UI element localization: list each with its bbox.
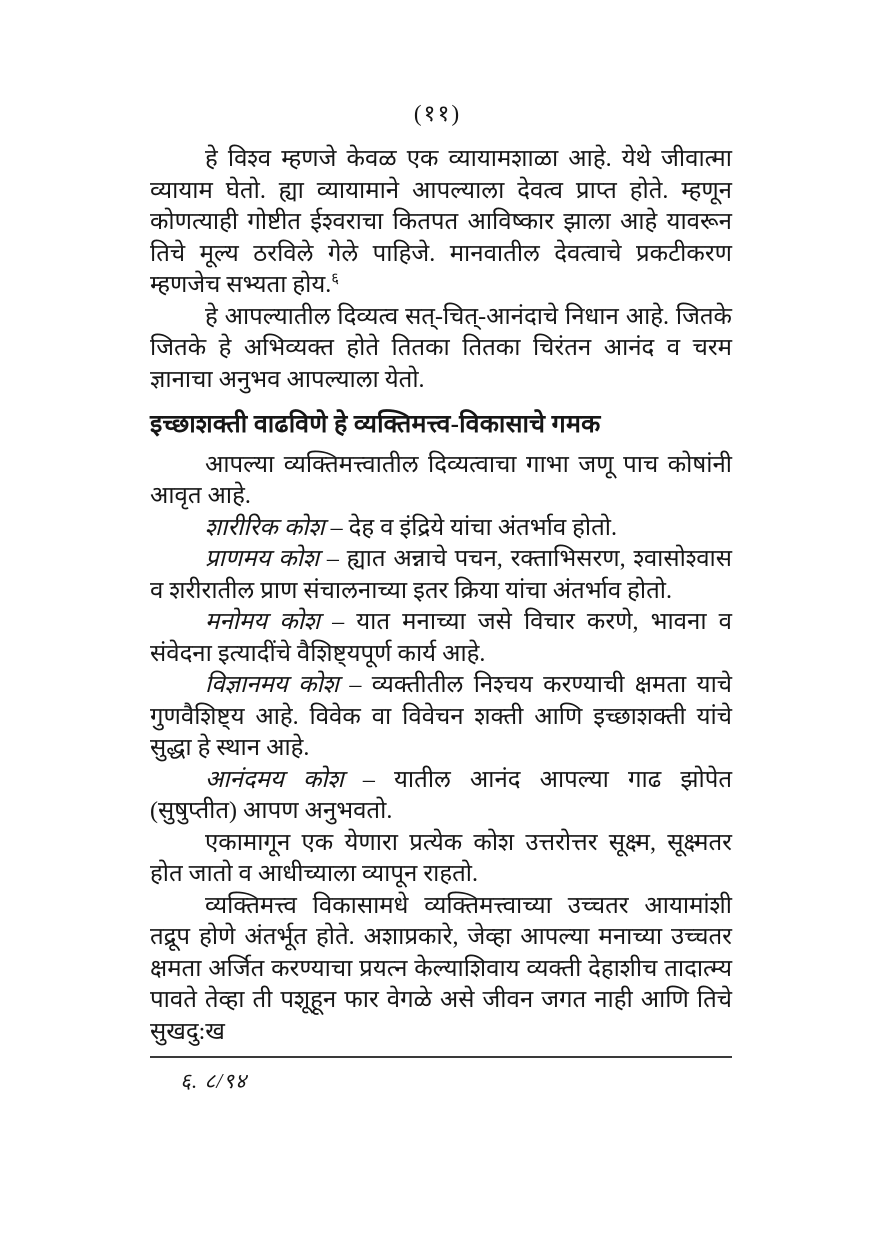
section-heading-willpower: इच्छाशक्ती वाढविणे हे व्यक्तिमत्त्व-विकासाचे गमक: [150, 411, 601, 438]
dash-separator: –: [330, 514, 343, 541]
kosha-item-pranmay: [150, 544, 732, 607]
body-text-block: [150, 144, 732, 1048]
kosha-desc: व्यक्तीतील निश्चय करण्याची क्षमता याचे गुणवैशिष्ट्य आहे. विवेक वा विवेचन शक्ती आणि इच्छाशक्ती यांचे सुद्धा हे स्थान आहे.: [150, 672, 733, 761]
kosha-item-vidnyanmay: [150, 670, 732, 765]
footnote-section: [150, 1056, 732, 1095]
paragraph-five-koshas-intro: आपल्या व्यक्तिमत्त्वातील दिव्यत्वाचा गाभा जणू पाच कोषांनी आवृत आहे.: [150, 451, 732, 509]
kosha-item-sharirik: [150, 513, 732, 545]
paragraph-personality-development: व्यक्तिमत्त्व विकासामधे व्यक्तिमत्त्वाच्या उच्चतर आयामांशी तद्रूप होणे अंतर्भूत होते. अशाप्रकारे, जेव्हा आपल्या मनाच्या उच्चतर क्षमता अर्जित करण्याचा प्रयत्न केल्याशिवाय व्यक्ती देहाशीच तादात्म्य पावते तेव्हा ती पशूहून फार वेगळे असे जीवन जगत नाही आणि तिचे सुखदु:ख: [150, 892, 732, 1045]
dash-separator: –: [332, 609, 345, 635]
kosha-term: शारीरिक कोश: [205, 514, 325, 541]
kosha-term: आनंदमय कोश: [205, 766, 344, 793]
footnote-reference-mark: ६: [331, 271, 340, 287]
kosha-term: मनोमय कोश: [205, 609, 321, 635]
paragraph-kosha-subtlety: एकामागून एक येणारा प्रत्येक कोश उत्तरोत्तर सूक्ष्म, सूक्ष्मतर होत जातो व आधीच्याला व्यापून राहतो.: [150, 829, 732, 887]
kosha-item-anandmay: [150, 765, 732, 828]
kosha-desc: देह व इंद्रिये यांचा अंतर्भाव होतो.: [348, 514, 618, 541]
paragraph-divinity: हे आपल्यातील दिव्यत्व सत्-चित्-आनंदाचे निधान आहे. जितके जितके हे अभिव्यक्त होते तितका तितका चिरंतन आनंद व चरम ज्ञानाचा अनुभव आपल्याला येतो.: [150, 303, 732, 393]
footnote-citation: ६. ८/९४: [180, 1069, 248, 1093]
paragraph-universe-gym: [150, 144, 732, 302]
paragraph-text: हे विश्व म्हणजे केवळ एक व्यायामशाळा आहे. येथे जीवात्मा व्यायाम घेतो. ह्या व्यायामाने आपल्याला देवत्व प्राप्त होते. म्हणून कोणत्याही गोष्टीत ईश्वराचा कितपत आविष्कार झाला आहे यावरून तिचे मूल्य ठरविले गेले पाहिजे. मानवातील देवत्वाचे प्रकटीकरण म्हणजेच सभ्यता होय.: [150, 146, 732, 298]
kosha-desc: ह्यात अन्नाचे पचन, रक्ताभिसरण, श्वासोश्वास व शरीरातील प्राण संचालनाच्या इतर क्रिया यांचा अंतर्भाव होतो.: [150, 546, 732, 604]
dash-separator: –: [326, 546, 339, 572]
kosha-desc: यात मनाच्या जसे विचार करणे, भावना व संवेदना इत्यादींचे वैशिष्ट्यपूर्ण कार्य आहे.: [150, 609, 733, 667]
dash-separator: –: [362, 766, 375, 793]
page-number: (११): [413, 101, 462, 126]
kosha-term: विज्ञानमय कोश: [205, 672, 339, 698]
dash-separator: –: [349, 672, 362, 698]
kosha-item-manomay: [150, 607, 732, 670]
kosha-term: प्राणमय कोश: [205, 546, 320, 572]
kosha-desc: यातील आनंद आपल्या गाढ झोपेत (सुषुप्तीत) आपण अनुभवतो.: [150, 766, 733, 824]
